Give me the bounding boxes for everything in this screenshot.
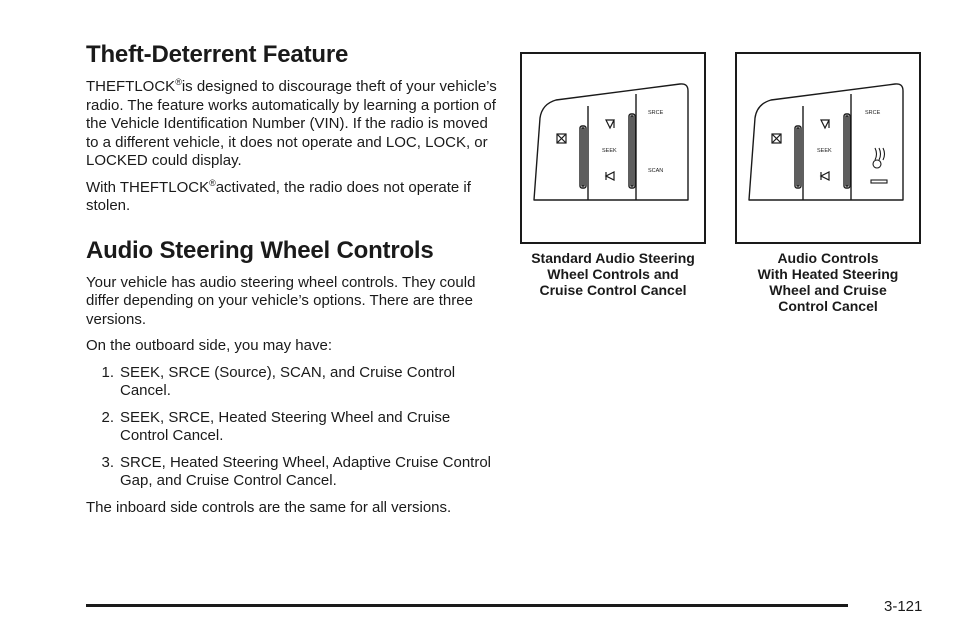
versions-list [86, 364, 498, 491]
registered-mark: ® [209, 177, 216, 188]
list-item-text: SEEK, SRCE, Heated Steering Wheel and Cruise Control Cancel. [120, 408, 451, 444]
figure-heated-controls [735, 52, 921, 314]
section-title-audio-controls: Audio Steering Wheel Controls [86, 236, 434, 264]
control-slot [797, 128, 799, 186]
theftlock-activated-paragraph [86, 179, 498, 216]
list-item [86, 364, 498, 401]
scan-label: SCAN [648, 168, 664, 174]
theftlock-description: is designed to discourage theft of your vehicle’s radio. The feature works automatically by learning a portion of the Vehicle Identification Number (VIN). If the radio is moved to a different vehicle, it does not operate and LOC, LOCK, or LOCKED could display. [86, 78, 497, 169]
inboard-note: The inboard side controls are the same for all versions. [86, 498, 452, 516]
seek-up-icon [606, 120, 614, 128]
control-slot [629, 114, 635, 188]
list-item-number: 2. [101, 408, 114, 426]
seek-down-icon [821, 172, 829, 180]
control-slot [846, 116, 848, 186]
outboard-lead: On the outboard side, you may have: [86, 337, 332, 354]
seek-down-icon [606, 172, 614, 180]
figure-caption: Audio Controls With Heated Steering Wheel and Cruise Control Cancel [757, 250, 899, 314]
audio-intro-paragraph: Your vehicle has audio steering wheel controls. They could differ depending on your vehicle’s options. There are three versions. [86, 273, 476, 328]
srce-label: SRCE [865, 110, 881, 116]
control-slot [582, 128, 584, 186]
theftlock-activated-pre: With THEFTLOCK [86, 178, 210, 196]
cruise-cancel-icon [772, 134, 781, 143]
cruise-cancel-icon [557, 134, 566, 143]
steering-controls-illustration [737, 54, 919, 242]
heated-indicator-icon [871, 180, 887, 183]
seek-label: SEEK [817, 148, 832, 154]
figure-frame [735, 52, 921, 244]
control-slot [580, 126, 586, 188]
control-slot [631, 116, 633, 186]
list-item-number: 3. [101, 453, 114, 471]
page-number: 3-121 [884, 598, 923, 615]
heated-steering-wheel-icon [873, 148, 885, 168]
theftlock-paragraph [86, 78, 498, 171]
control-slot [795, 126, 801, 188]
list-item [86, 409, 498, 446]
list-item-number: 1. [101, 363, 114, 381]
steering-controls-illustration [522, 54, 704, 242]
theftlock-activated-rest: activated, the radio does not operate if stolen. [86, 178, 471, 214]
figure-standard-controls [520, 52, 706, 298]
footer-rule [86, 604, 848, 607]
seek-label: SEEK [602, 148, 617, 154]
figure-frame [520, 52, 706, 244]
list-item-text: SRCE, Heated Steering Wheel, Adaptive Cruise Control Gap, and Cruise Control Cancel. [120, 453, 492, 489]
theftlock-brand: THEFTLOCK [86, 78, 176, 95]
text-column [86, 40, 498, 517]
figure-caption: Standard Audio Steering Wheel Controls and Cruise Control Cancel [531, 250, 695, 298]
registered-mark: ® [175, 77, 182, 87]
control-slot [844, 114, 850, 188]
list-item-text: SEEK, SRCE (Source), SCAN, and Cruise Control Cancel. [120, 363, 456, 399]
list-item [86, 454, 498, 491]
section-title-theft-deterrent: Theft-Deterrent Feature [86, 41, 349, 68]
seek-up-icon [821, 120, 829, 128]
srce-label: SRCE [648, 110, 664, 116]
